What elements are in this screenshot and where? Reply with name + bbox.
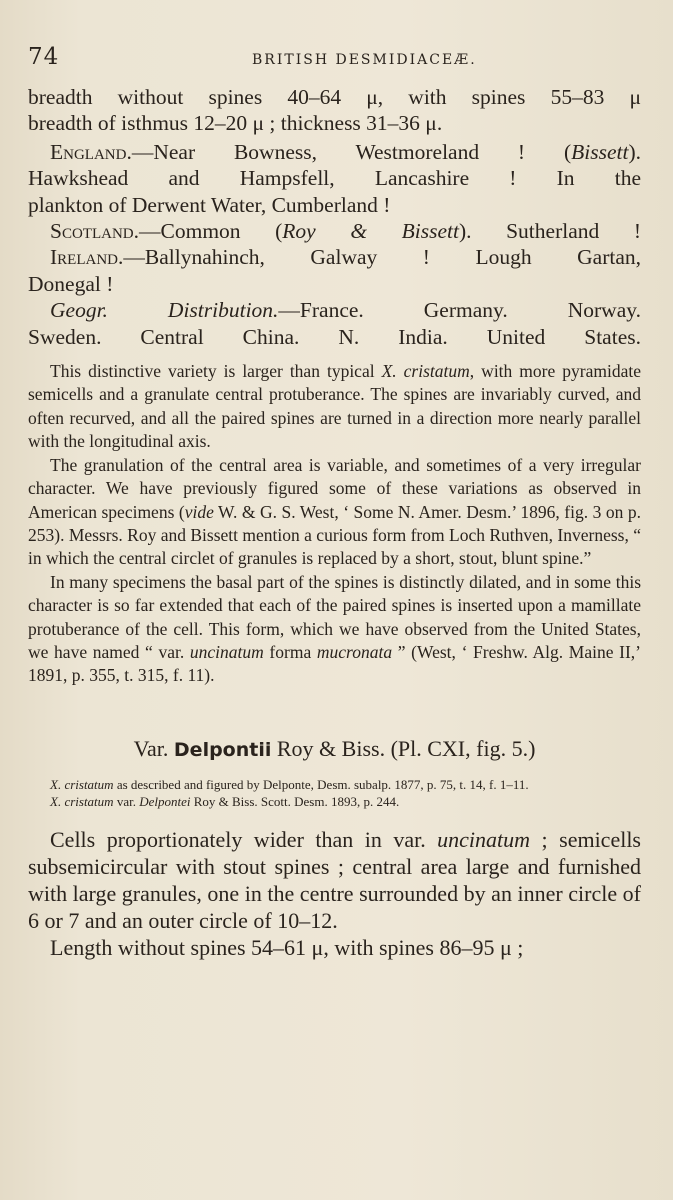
synonyms [28, 776, 641, 810]
p3-var-name: uncinatum [189, 641, 264, 662]
ireland-label: Ireland. [50, 245, 124, 270]
england-line-3: plankton of Derwent Water, Cumberland ! [28, 192, 391, 217]
geogr-line-1 [28, 297, 641, 323]
p3-text-a: In many specimens the basal part of the spines is distinctly dilated, and in some this character is so far extended that each of the paired spines is inserted upon a mamillate protuberance of the cell. This form, which we have observed from the United States, we have named “ var. [28, 571, 641, 662]
variety-description [28, 826, 641, 961]
p2-text-a: The granulation of the central area is variable, and sometimes of a very irregular character. We have previously figured some of these variations as observed in American specimens ( [28, 454, 641, 522]
scotland-citation: Roy & Bissett [282, 219, 459, 244]
ireland-line-2: Donegal ! [28, 271, 114, 296]
england-line-2: Hawkshead and Hampsfell, Lancashire ! In the [28, 166, 641, 191]
paragraph-3 [28, 571, 641, 688]
variety-name: Delpontii [173, 738, 272, 761]
scotland-end: ). Sutherland ! [458, 219, 641, 244]
synonym-2 [50, 793, 641, 810]
paragraph-1 [28, 360, 641, 454]
england-citation: Bissett [571, 139, 629, 164]
measurement-line-2: breadth of isthmus 12–20 μ ; thickness 31–36 μ. [28, 111, 443, 136]
p3-text-e: ” (West, ‘ Freshw. Alg. Maine II,’ 1891, p. 355, t. 315, f. 11). [28, 641, 642, 686]
p3-forma-name: mucronata [316, 641, 393, 662]
p1-taxon: X. cristatum [381, 361, 470, 382]
variety-authority: Roy & Biss. (Pl. CXI, fig. 5.) [271, 735, 536, 761]
synonym-2-var: var. [113, 793, 140, 809]
synonym-1-text: as described and figured by Delponte, Desm. subalp. 1877, p. 75, t. 14, f. 1–11. [113, 776, 529, 792]
desc-text-c: ; semicells subsemicircular with stout spines ; central area large and furnished with large granules, one in the centre surrounded by an inner circle of 6 or 7 and an outer circle of 10–12. [28, 826, 641, 933]
desc-var-name: uncinatum [437, 826, 531, 852]
ireland-line-1 [28, 244, 641, 270]
synonym-2-taxon: X. cristatum [50, 793, 114, 809]
commentary [28, 360, 641, 688]
geogr-label: Geogr. Distribution. [50, 298, 279, 323]
description-paragraph [28, 826, 641, 934]
synonym-2-text: Roy & Biss. Scott. Desm. 1893, p. 244. [190, 793, 400, 809]
geogr-text: —France. Germany. Norway. [278, 298, 641, 323]
desc-text-a: Cells proportionately wider than in var. [50, 826, 438, 852]
description-measurements: Length without spines 54–61 μ, with spines 86–95 μ ; [50, 934, 524, 960]
england-end: ). [628, 139, 641, 164]
scotland-text: —Common ( [139, 219, 283, 244]
england-line-1 [28, 139, 641, 165]
p1-text-c: , with more pyramidate semicells and a granulate central protuberance. The spines are invariably curved, and often recurved, and all the paired spines are turned in a direction more nearly parallel with the longitudinal axis. [28, 361, 641, 452]
page-header [28, 44, 641, 84]
variety-prefix: Var. [133, 735, 174, 761]
running-head: BRITISH DESMIDIACEÆ. [252, 52, 477, 68]
synonym-1 [50, 776, 641, 793]
page-number: 74 [28, 44, 60, 70]
ireland-text: —Ballynahinch, Galway ! Lough Gartan, [123, 245, 641, 270]
scotland-label: Scotland. [50, 219, 139, 244]
p2-text-c: W. & G. S. West, ‘ Some N. Amer. Desm.’ 1896, fig. 3 on p. 253). Messrs. Roy and Bissett mention a curious form from Loch Ruthven, Inverness, “ in which the central circlet of granules is replaced by a short, stout, blunt spine.” [28, 501, 641, 569]
measurement-line-1: breadth without spines 40–64 μ, with spines 55–83 μ [28, 85, 641, 109]
geogr-line-2: Sweden. Central China. N. India. United States. [28, 324, 641, 349]
p2-vide: vide [184, 501, 214, 522]
p1-text-a: This distinctive variety is larger than typical [50, 361, 382, 382]
synonym-1-taxon: X. cristatum [50, 776, 114, 792]
england-text: —Near Bowness, Westmoreland ! ( [131, 139, 572, 164]
synonym-2-epithet: Delpontei [139, 793, 191, 809]
variety-heading [28, 736, 641, 762]
measurements [28, 84, 641, 137]
england-label: England. [50, 139, 132, 164]
scotland-line [28, 218, 641, 244]
distribution [28, 139, 641, 350]
paragraph-2 [28, 454, 641, 571]
p3-text-c: forma [263, 641, 317, 662]
